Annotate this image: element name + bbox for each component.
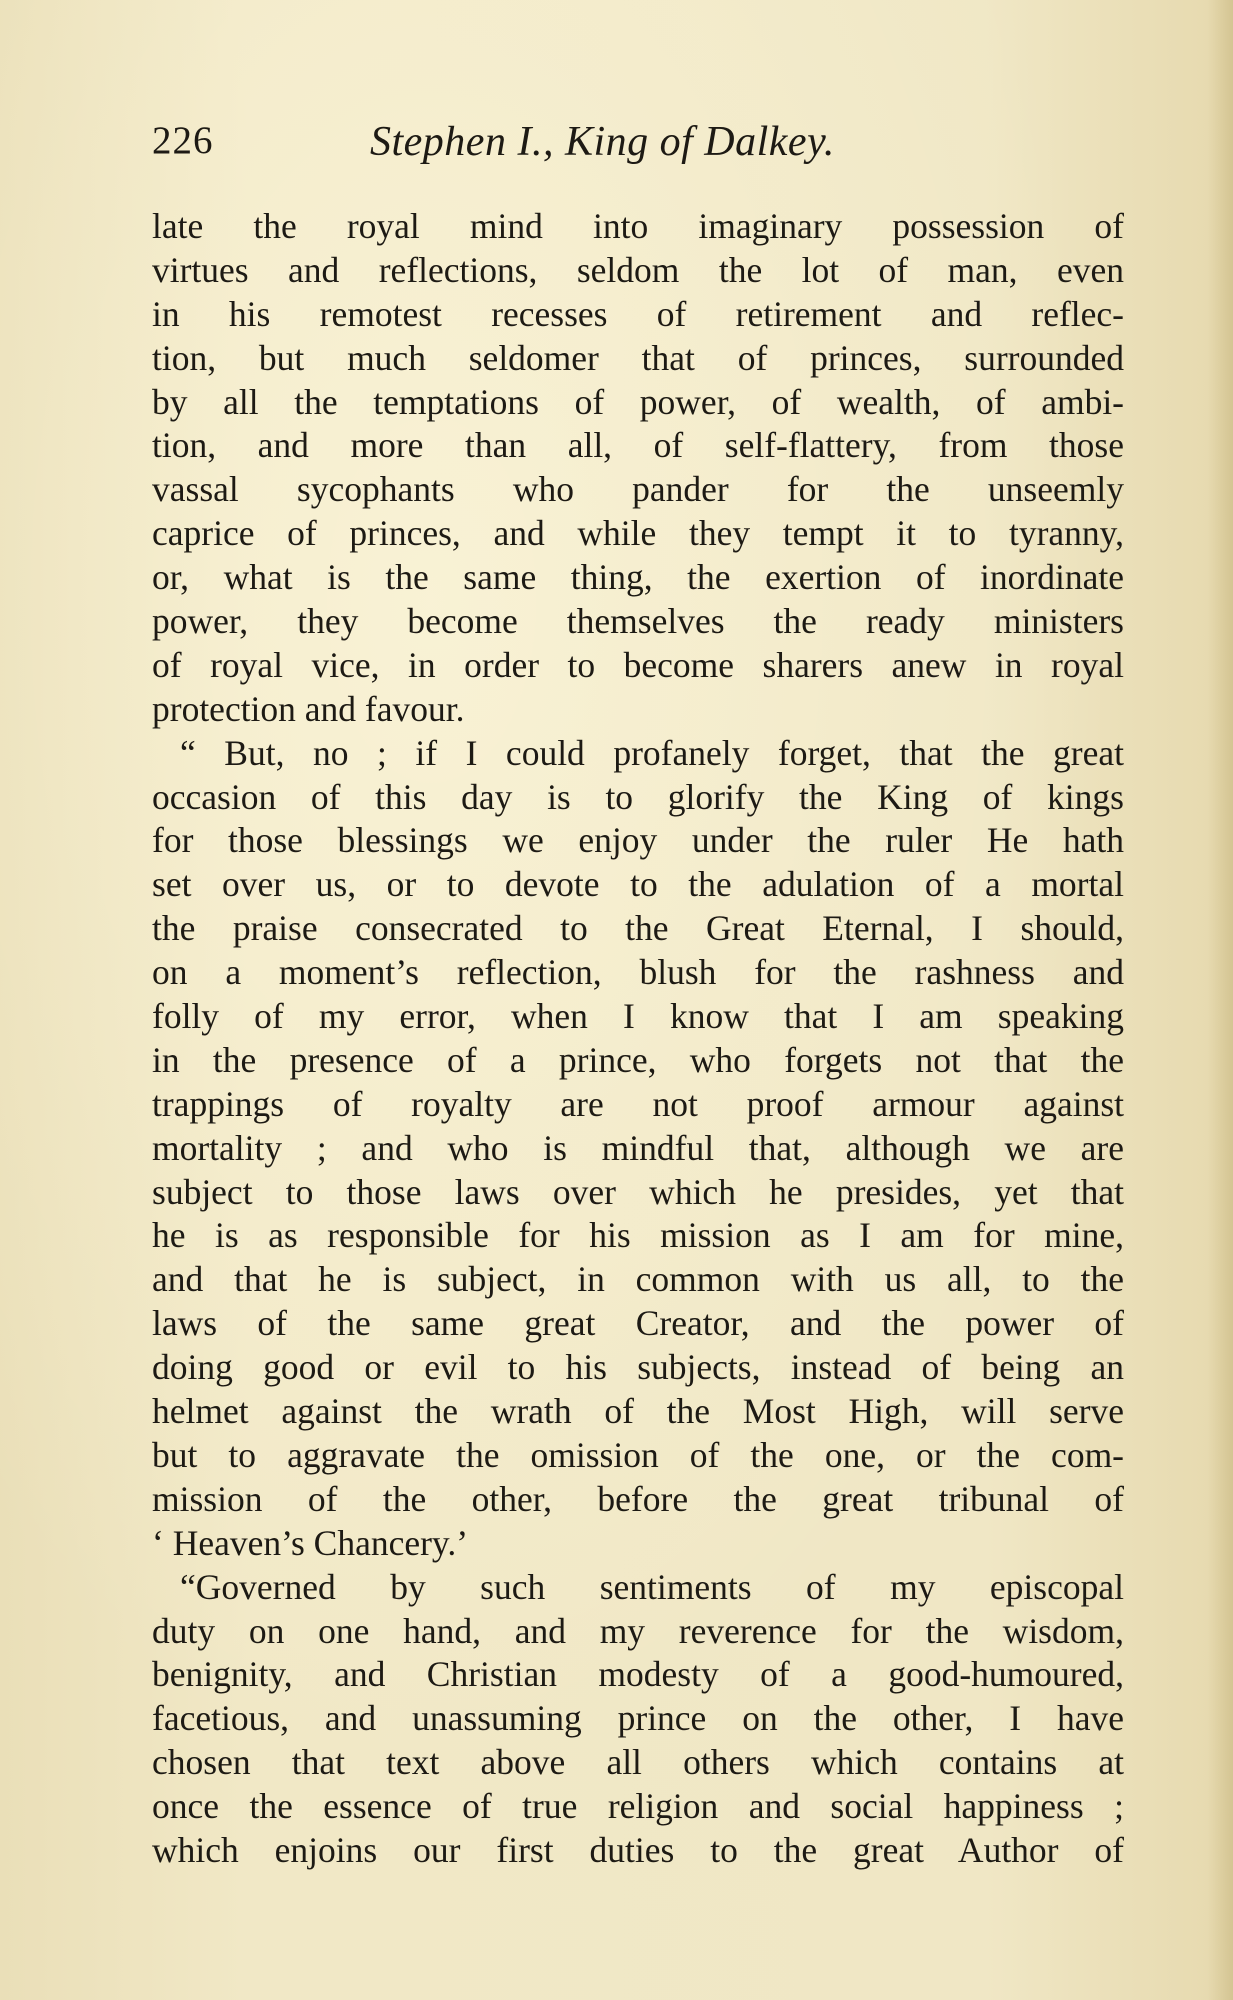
text-line: but to aggravate the omission of the one, or the com- bbox=[152, 1434, 1124, 1475]
text-line: subject to those laws over which he presides, yet that bbox=[152, 1171, 1124, 1212]
page-edge-shadow bbox=[1207, 0, 1233, 2000]
text-line: in his remotest recesses of retirement and reflec- bbox=[152, 293, 1124, 334]
text-line: caprice of princes, and while they tempt it to tyranny, bbox=[152, 513, 1124, 554]
text-line: the praise consecrated to the Great Eternal, I should, bbox=[152, 908, 1124, 949]
text-line: of royal vice, in order to become sharers anew in royal bbox=[152, 644, 1124, 685]
text-line: he is as responsible for his mission as I am for mine, bbox=[152, 1215, 1124, 1256]
text-line: tion, and more than all, of self-flattery, from those bbox=[152, 425, 1124, 466]
text-line: tion, but much seldomer that of princes, surrounded bbox=[152, 337, 1124, 378]
body-text bbox=[152, 205, 1124, 1873]
text-line: and that he is subject, in common with us all, to the bbox=[152, 1259, 1124, 1300]
text-line: in the presence of a prince, who forgets not that the bbox=[152, 1039, 1124, 1080]
text-line: mission of the other, before the great tribunal of bbox=[152, 1478, 1124, 1519]
text-line: duty on one hand, and my reverence for the wisdom, bbox=[152, 1610, 1124, 1651]
paragraph-start-line: “Governed by such sentiments of my episcopal bbox=[180, 1566, 1124, 1607]
text-line: laws of the same great Creator, and the power of bbox=[152, 1303, 1124, 1344]
text-line: once the essence of true religion and social happiness ; bbox=[152, 1786, 1124, 1827]
text-line: helmet against the wrath of the Most High, will serve bbox=[152, 1391, 1124, 1432]
paragraph-end-line: protection and favour. bbox=[152, 688, 465, 729]
text-line: benignity, and Christian modesty of a good-humoured, bbox=[152, 1654, 1124, 1695]
text-line: chosen that text above all others which contains at bbox=[152, 1742, 1124, 1783]
text-line: late the royal mind into imaginary possession of bbox=[152, 206, 1124, 246]
running-head: Stephen I., King of Dalkey. bbox=[370, 119, 835, 165]
text-line: set over us, or to devote to the adulation of a mortal bbox=[152, 864, 1124, 905]
text-line: trappings of royalty are not proof armour against bbox=[152, 1083, 1124, 1124]
text-line: doing good or evil to his subjects, instead of being an bbox=[152, 1347, 1124, 1388]
text-line: mortality ; and who is mindful that, although we are bbox=[152, 1127, 1124, 1168]
text-line: or, what is the same thing, the exertion of inordinate bbox=[152, 557, 1124, 598]
text-line: by all the temptations of power, of wealth, of ambi- bbox=[152, 381, 1124, 422]
text-line: vassal sycophants who pander for the unseemly bbox=[152, 469, 1124, 510]
paragraph-end-line: ‘ Heaven’s Chancery.’ bbox=[152, 1522, 469, 1563]
paragraph-start-line: “ But, no ; if I could profanely forget, that the great bbox=[180, 732, 1124, 773]
text-line: folly of my error, when I know that I am speaking bbox=[152, 996, 1124, 1037]
text-line: on a moment’s reflection, blush for the rashness and bbox=[152, 952, 1124, 993]
text-line: occasion of this day is to glorify the King of kings bbox=[152, 776, 1124, 817]
text-line: power, they become themselves the ready ministers bbox=[152, 601, 1124, 642]
page-header bbox=[152, 118, 1112, 178]
page-number: 226 bbox=[152, 119, 214, 162]
text-line: which enjoins our first duties to the great Author of bbox=[152, 1829, 1124, 1870]
text-line: facetious, and unassuming prince on the other, I have bbox=[152, 1698, 1124, 1739]
text-line: virtues and reflections, seldom the lot of man, even bbox=[152, 249, 1124, 290]
text-line: for those blessings we enjoy under the ruler He hath bbox=[152, 820, 1124, 861]
